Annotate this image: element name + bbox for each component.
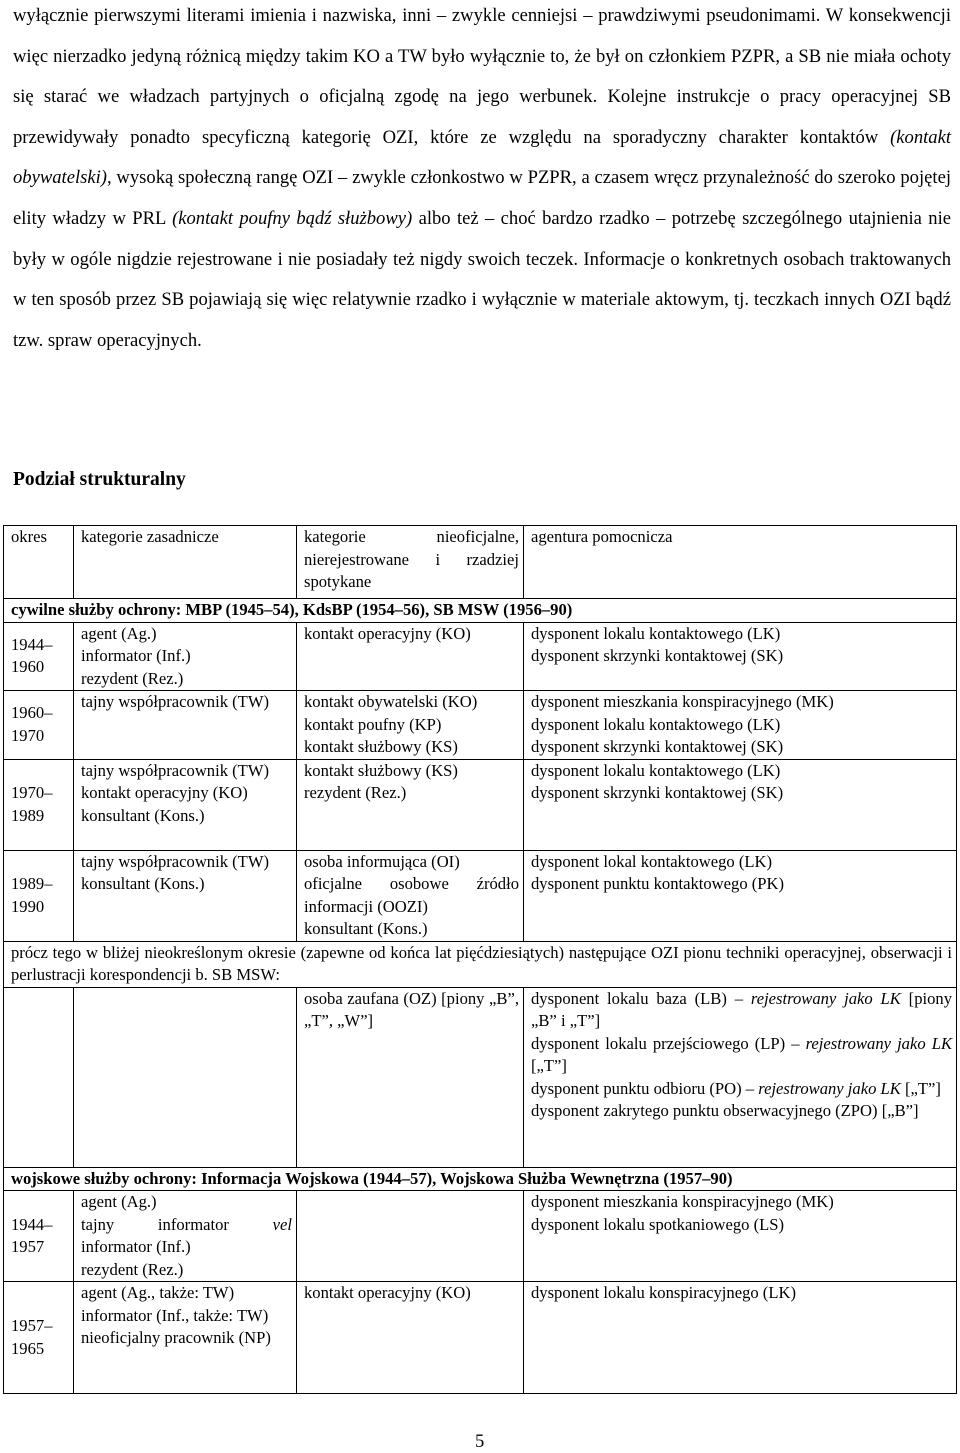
- list-item: informator (Inf., także: TW): [81, 1305, 269, 1325]
- list-item: rezydent (Rez.): [304, 783, 407, 802]
- list-item: agent (Ag.): [81, 1192, 157, 1211]
- intro-italic-2: (kontakt poufny bądź służbowy): [172, 207, 413, 229]
- table-row: [4, 759, 957, 850]
- header-zasadnicze: kategorie zasadnicze: [74, 526, 297, 599]
- military-section-title: wojskowe służby ochrony: Informacja Wojskowa (1944–57), Wojskowa Służba Wewnętrzna (1957–90): [4, 1167, 957, 1191]
- list-item: dysponent punktu kontaktowego (PK): [531, 874, 785, 893]
- list-item: dysponent lokalu spotkaniowego (LS): [531, 1214, 785, 1234]
- list-item: dysponent mieszkania konspiracyjnego (MK): [531, 1192, 834, 1211]
- civil-section-row: [4, 599, 957, 623]
- table-row: [4, 987, 957, 1167]
- period-cell-empty: [4, 987, 74, 1167]
- period-cell: 1989– 1990: [4, 850, 74, 941]
- list-item: dysponent lokalu przejściowego (LP) – rejestrowany jako LK [„T”]: [531, 1033, 953, 1075]
- aux-cell: [524, 1191, 957, 1282]
- list-item: agent (Ag.): [81, 623, 157, 643]
- list-item: kontakt operacyjny (KO): [304, 623, 471, 643]
- aux-cell: [524, 1282, 957, 1394]
- note-row: [4, 941, 957, 987]
- list-item: rezydent (Rez.): [81, 1259, 184, 1279]
- list-item: tajny współpracownik (TW): [81, 760, 270, 780]
- list-item: informator (Inf.): [81, 646, 191, 665]
- period-cell: 1944– 1960: [4, 622, 74, 691]
- header-pomocnicza: agentura pomocnicza: [524, 526, 957, 599]
- list-item: kontakt poufny (KP): [304, 714, 442, 734]
- unofficial-cell: [297, 691, 524, 760]
- period-cell: 1944– 1957: [4, 1191, 74, 1282]
- list-item: tajny współpracownik (TW): [81, 851, 270, 871]
- intro-text-2: , wysoką społeczną rangę OZI – zwykle członkostwo w PZPR, a czasem wręcz przynależność do szeroko pojętej elity władzy w PRL: [13, 167, 951, 229]
- main-cell: [74, 850, 297, 941]
- list-item: rezydent (Rez.): [81, 668, 184, 688]
- list-item: dysponent lokalu konspiracyjnego (LK): [531, 1283, 796, 1302]
- civil-section-title: cywilne służby ochrony: MBP (1945–54), KdsBP (1954–56), SB MSW (1956–90): [4, 599, 957, 623]
- military-section-row: [4, 1167, 957, 1191]
- page-number: 5: [475, 1431, 485, 1452]
- unofficial-cell: kontakt operacyjny (KO): [297, 1282, 524, 1394]
- table-row: [4, 1282, 957, 1394]
- list-item: oficjalne osobowe źródło informacji (OOZI): [304, 874, 519, 916]
- main-cell: [74, 1282, 297, 1394]
- table-row: [4, 691, 957, 760]
- period-cell: 1960– 1970: [4, 691, 74, 760]
- intro-text-1: wyłącznie pierwszymi literami imienia i nazwiska, inni – zwykle cenniejsi – prawdziwymi pseudonimami. W konsekwencji więc nierzadko jedyną różnicą między takim KO a TW było wyłącznie to, że był on członkiem PZPR, a SB nie miała ochoty się starać we władzach partyjnych o oficjalną zgodę na jego werbunek. Kolejne instrukcje o pracy operacyjnej SB przewidywały ponadto specyficzną kategorię OZI, które ze względu na sporadyczny charakter kontaktów: [13, 5, 951, 148]
- list-item: konsultant (Kons.): [81, 805, 205, 825]
- intro-text-3: albo też – choć bardzo rzadko – potrzebę szczególnego utajnienia nie były w ogóle nigdzie rejestrowane i nie posiadały też nigdy swoich teczek. Informacje o konkretnych osobach traktowanych w ten sposób przez SB pojawiają się więc relatywnie rzadko i wyłącznie w materiale aktowym, tj. teczkach innych OZI bądź tzw. spraw operacyjnych.: [13, 207, 951, 351]
- list-item: dysponent skrzynki kontaktowej (SK): [531, 737, 784, 756]
- list-item: informator (Inf.): [81, 1237, 191, 1256]
- main-cell: [74, 1191, 297, 1282]
- unofficial-cell: [297, 850, 524, 941]
- list-item: dysponent lokalu kontaktowego (LK): [531, 714, 781, 734]
- section-heading: Podział strukturalny: [13, 469, 186, 490]
- main-cell-empty: [74, 987, 297, 1167]
- list-item: dysponent lokalu kontaktowego (LK): [531, 760, 781, 780]
- list-item: tajny współpracownik (TW): [81, 692, 270, 711]
- list-item: agent (Ag., także: TW): [81, 1283, 235, 1302]
- list-item: dysponent skrzynki kontaktowej (SK): [531, 646, 784, 665]
- aux-cell: [524, 622, 957, 691]
- header-okres: okres: [4, 526, 74, 599]
- list-item: nieoficjalny pracownik (NP): [81, 1328, 271, 1347]
- table-header-row: [4, 526, 957, 599]
- period-cell: 1970– 1989: [4, 759, 74, 850]
- aux-cell: [524, 850, 957, 941]
- table-row: [4, 1191, 957, 1282]
- list-item: kontakt obywatelski (KO): [304, 692, 478, 711]
- table-row: [4, 622, 957, 691]
- unofficial-cell: [297, 759, 524, 850]
- list-item: dysponent lokalu baza (LB) – rejestrowany jako LK [piony „B” i „T”]: [531, 988, 952, 1030]
- note-cell: prócz tego w bliżej nieokreślonym okresie (zapewne od końca lat pięćdziesiątych) następujące OZI pionu techniki operacyjnej, obserwacji i perlustracji korespondencji b. SB MSW:: [4, 941, 957, 987]
- list-item: dysponent lokal kontaktowego (LK): [531, 851, 773, 871]
- list-item: dysponent zakrytego punktu obserwacyjnego (ZPO) [„B”]: [531, 1101, 919, 1120]
- table-row: [4, 850, 957, 941]
- list-item: dysponent lokalu kontaktowego (LK): [531, 623, 781, 643]
- main-cell: [74, 622, 297, 691]
- list-item: konsultant (Kons.): [304, 919, 428, 938]
- intro-paragraph: [13, 0, 951, 361]
- main-cell: [74, 759, 297, 850]
- intro-italic-1: (kontakt obywatelski): [13, 126, 951, 189]
- aux-cell: [524, 691, 957, 760]
- aux-cell: [524, 759, 957, 850]
- list-item: kontakt służbowy (KS): [304, 737, 458, 756]
- unofficial-cell: [297, 1191, 524, 1282]
- list-item: konsultant (Kons.): [81, 874, 205, 893]
- aux-cell: [524, 987, 957, 1167]
- list-item: dysponent skrzynki kontaktowej (SK): [531, 783, 784, 802]
- unofficial-cell: osoba zaufana (OZ) [piony „B”, „T”, „W”]: [297, 987, 524, 1167]
- list-item: kontakt operacyjny (KO): [81, 783, 248, 802]
- list-item: kontakt służbowy (KS): [304, 760, 458, 780]
- main-cell: [74, 691, 297, 760]
- list-item: tajny informator vel: [81, 1214, 292, 1234]
- list-item: osoba informująca (OI): [304, 851, 460, 871]
- header-nieoficjalne: kategorie nieoficjalne, nierejestrowane i rzadziej spotykane: [297, 526, 524, 599]
- period-cell: 1957– 1965: [4, 1282, 74, 1394]
- unofficial-cell: [297, 622, 524, 691]
- list-item: dysponent mieszkania konspiracyjnego (MK): [531, 692, 834, 711]
- structure-table: [3, 525, 957, 1394]
- list-item: dysponent punktu odbioru (PO) – rejestrowany jako LK [„T”]: [531, 1078, 941, 1098]
